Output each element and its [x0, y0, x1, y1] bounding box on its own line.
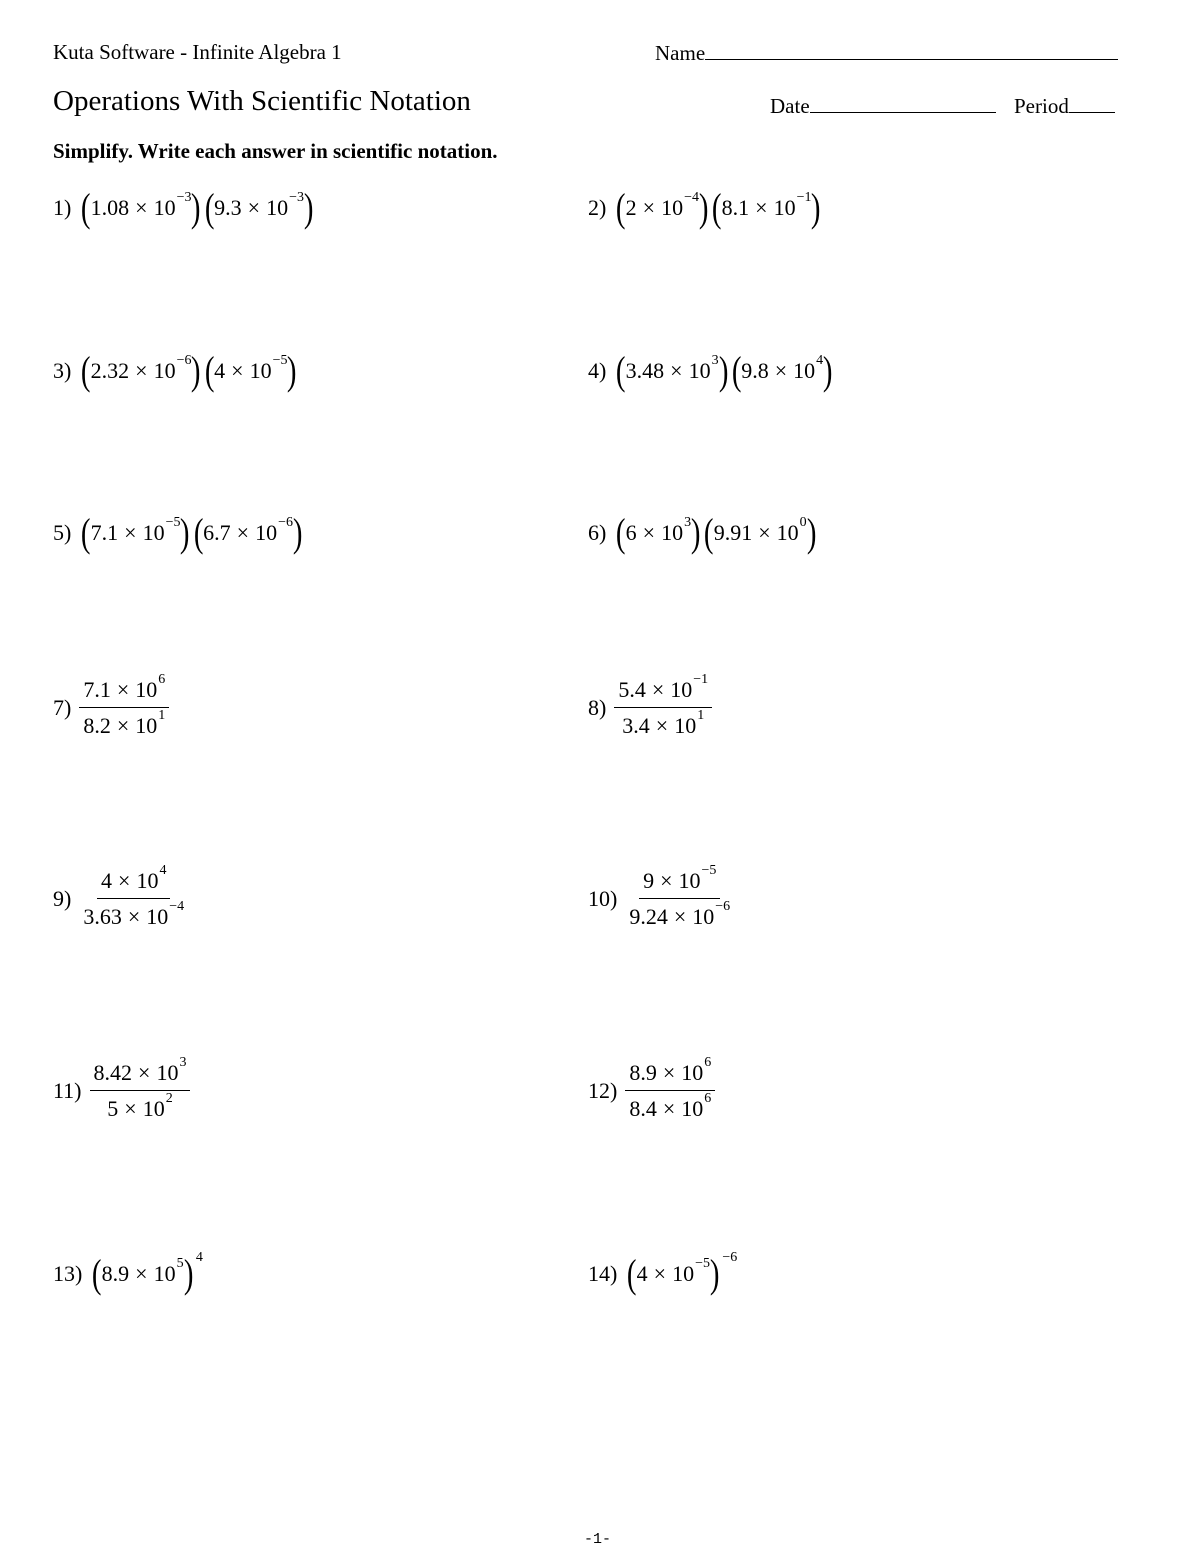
base-ten: 10: [153, 1261, 176, 1286]
date-field[interactable]: [770, 93, 996, 119]
times-sign: ×: [642, 195, 656, 220]
name-blank[interactable]: [705, 40, 1118, 60]
times-sign: ×: [135, 358, 148, 383]
problem-1: [53, 185, 315, 230]
base-ten: 10: [146, 904, 169, 929]
left-paren: (: [627, 1251, 637, 1296]
right-paren: ): [690, 510, 701, 555]
fraction: [625, 1055, 715, 1122]
base-ten: 10: [156, 1060, 179, 1085]
outer-exponent: −6: [722, 1250, 738, 1265]
times-sign: ×: [231, 358, 244, 383]
left-paren: (: [616, 185, 626, 230]
exponent: 6: [704, 1055, 712, 1070]
problem-9: [53, 863, 188, 930]
right-paren: ): [823, 348, 833, 393]
coefficient: 3.48: [625, 358, 665, 383]
fraction: [79, 672, 169, 739]
times-sign: ×: [236, 520, 250, 545]
problem-4: [588, 348, 834, 393]
sci-term: [625, 515, 692, 546]
right-paren: ): [191, 185, 201, 230]
left-paren: (: [81, 185, 91, 230]
sci-term: [625, 353, 719, 384]
base-ten: 10: [681, 1096, 704, 1121]
problem-number: 8): [588, 695, 607, 720]
numerator: [97, 863, 170, 899]
exponent: 3: [684, 515, 692, 530]
denominator: [79, 899, 188, 930]
problem-number: 2): [588, 195, 607, 220]
coefficient: 4: [101, 868, 113, 893]
times-sign: ×: [662, 1096, 676, 1121]
denominator: [103, 1091, 176, 1122]
right-paren: ): [292, 510, 303, 555]
times-sign: ×: [660, 868, 673, 893]
left-paren: (: [704, 510, 714, 555]
coefficient: 2: [625, 195, 637, 220]
sci-term: [90, 515, 181, 546]
denominator: [625, 1091, 715, 1122]
base-ten: 10: [672, 1261, 695, 1286]
instructions: Simplify. Write each answer in scientific notation.: [53, 139, 498, 163]
sci-term: [643, 863, 717, 894]
period-label: Period: [1014, 94, 1069, 118]
left-paren: (: [731, 348, 742, 393]
sci-term: [83, 672, 166, 703]
sci-term: [214, 353, 288, 384]
base-ten: 10: [670, 677, 693, 702]
factor-2: [203, 348, 299, 393]
exponent: 1: [697, 708, 705, 723]
times-sign: ×: [755, 195, 768, 220]
times-sign: ×: [118, 868, 131, 893]
right-paren: ): [709, 1251, 720, 1296]
fraction: [625, 863, 734, 930]
problem-number: 14): [588, 1261, 618, 1286]
exponent: −1: [796, 190, 812, 205]
problem-10: [588, 863, 734, 930]
problem-6: [588, 510, 818, 555]
exponent: −6: [278, 515, 293, 530]
times-sign: ×: [662, 1060, 676, 1085]
exponent: 6: [704, 1091, 712, 1106]
right-paren: ): [698, 185, 709, 230]
sci-term: [90, 190, 192, 221]
problem-2: [588, 185, 823, 230]
times-sign: ×: [247, 195, 261, 220]
exponent: −4: [684, 190, 699, 205]
exponent: −5: [165, 515, 181, 530]
base-ten: 10: [773, 195, 796, 220]
left-paren: (: [81, 348, 91, 393]
base-ten: 10: [661, 520, 684, 545]
coefficient: 6.7: [203, 520, 231, 545]
numerator: [625, 1055, 715, 1091]
times-sign: ×: [116, 677, 130, 702]
problem-number: 13): [53, 1261, 83, 1286]
times-sign: ×: [673, 904, 687, 929]
exponent: 4: [159, 863, 167, 878]
problem-number: 5): [53, 520, 72, 545]
coefficient: 3.4: [622, 713, 650, 738]
times-sign: ×: [124, 520, 137, 545]
problem-number: 6): [588, 520, 607, 545]
left-paren: (: [204, 185, 215, 230]
date-label: Date: [770, 94, 810, 118]
problem-11: [53, 1055, 190, 1122]
fraction: [614, 672, 712, 739]
times-sign: ×: [774, 358, 788, 383]
coefficient: 8.42: [93, 1060, 133, 1085]
coefficient: 4: [636, 1261, 648, 1286]
exponent: 0: [799, 515, 807, 530]
right-paren: ): [718, 348, 729, 393]
factor-1: [614, 510, 702, 555]
exponent: −6: [715, 899, 731, 914]
factor-1: [79, 185, 202, 230]
factor-2: [730, 348, 835, 393]
sci-term: [625, 190, 699, 221]
period-blank[interactable]: [1069, 93, 1115, 113]
problem-number: 1): [53, 195, 72, 220]
base-term: [625, 1251, 721, 1296]
sci-term: [203, 515, 293, 546]
period-field[interactable]: [1014, 93, 1115, 119]
exponent: 5: [176, 1256, 184, 1271]
page-number: -1-: [584, 1531, 612, 1548]
left-paren: (: [616, 510, 626, 555]
sci-term: [83, 708, 166, 739]
problem-number: 11): [53, 1078, 82, 1103]
date-blank[interactable]: [810, 93, 996, 113]
times-sign: ×: [127, 904, 141, 929]
numerator: [79, 672, 169, 708]
coefficient: 9.8: [741, 358, 769, 383]
base-ten: 10: [136, 868, 159, 893]
exponent: −3: [289, 190, 304, 205]
sci-term: [618, 672, 709, 703]
factor-2: [702, 510, 818, 555]
exponent: −3: [176, 190, 192, 205]
sci-term: [90, 353, 192, 384]
exponent: 6: [158, 672, 166, 687]
base-ten: 10: [776, 520, 799, 545]
coefficient: 8.9: [629, 1060, 657, 1085]
sci-term: [101, 1256, 184, 1287]
base-ten: 10: [153, 195, 176, 220]
problem-3: [53, 348, 299, 393]
right-paren: ): [183, 1251, 194, 1296]
coefficient: 9.3: [214, 195, 242, 220]
base-ten: 10: [135, 713, 158, 738]
denominator: [79, 708, 169, 739]
coefficient: 8.4: [629, 1096, 657, 1121]
times-sign: ×: [135, 1261, 148, 1286]
factor-2: [192, 510, 304, 555]
left-paren: (: [81, 510, 91, 555]
right-paren: ): [806, 510, 817, 555]
numerator: [639, 863, 720, 899]
times-sign: ×: [124, 1096, 137, 1121]
sci-term: [622, 708, 705, 739]
name-label: Name: [655, 41, 706, 65]
denominator: [618, 708, 708, 739]
problem-number: 10): [588, 886, 618, 911]
base-ten: 10: [255, 520, 278, 545]
problem-number: 12): [588, 1078, 618, 1103]
problem-number: 9): [53, 886, 72, 911]
base-ten: 10: [793, 358, 816, 383]
numerator: [614, 672, 712, 708]
times-sign: ×: [758, 520, 771, 545]
problem-number: 4): [588, 358, 607, 383]
times-sign: ×: [651, 677, 665, 702]
exponent: −6: [176, 353, 192, 368]
base-ten: 10: [135, 677, 158, 702]
times-sign: ×: [135, 195, 148, 220]
coefficient: 6: [625, 520, 637, 545]
base-ten: 10: [249, 358, 272, 383]
coefficient: 9.91: [713, 520, 753, 545]
sci-term: [107, 1091, 173, 1122]
times-sign: ×: [138, 1060, 151, 1085]
problem-7: [53, 672, 169, 739]
page-title: Operations With Scientific Notation: [53, 85, 471, 117]
times-sign: ×: [642, 520, 656, 545]
base-ten: 10: [153, 358, 176, 383]
exponent: 3: [179, 1055, 187, 1070]
factor-1: [614, 185, 710, 230]
exponent: −5: [701, 863, 717, 878]
sci-term: [741, 353, 824, 384]
problem-12: [588, 1055, 715, 1122]
factor-1: [614, 348, 730, 393]
coefficient: 8.1: [721, 195, 750, 220]
exponent: −5: [695, 1256, 710, 1271]
coefficient: 4: [214, 358, 226, 383]
problem-8: [588, 672, 712, 739]
coefficient: 7.1: [90, 520, 119, 545]
fraction: [79, 863, 188, 930]
coefficient: 5.4: [618, 677, 646, 702]
right-paren: ): [287, 348, 297, 393]
sci-term: [713, 515, 807, 546]
times-sign: ×: [653, 1261, 667, 1286]
coefficient: 9.24: [629, 904, 668, 929]
exponent: 2: [165, 1091, 173, 1106]
coefficient: 8.2: [83, 713, 111, 738]
sci-term: [629, 899, 731, 930]
coefficient: 5: [107, 1096, 119, 1121]
sci-term: [214, 190, 304, 221]
sci-term: [721, 190, 812, 221]
name-field[interactable]: [655, 40, 1118, 66]
base-ten: 10: [681, 1060, 704, 1085]
base-ten: 10: [678, 868, 701, 893]
factor-1: [79, 510, 191, 555]
coefficient: 7.1: [83, 677, 111, 702]
base-ten: 10: [266, 195, 289, 220]
left-paren: (: [193, 510, 204, 555]
denominator: [625, 899, 734, 930]
exponent: 4: [816, 353, 824, 368]
exponent: −1: [693, 672, 709, 687]
coefficient: 1.08: [90, 195, 130, 220]
sci-term: [629, 1091, 712, 1122]
problem-number: 7): [53, 695, 72, 720]
coefficient: 3.63: [83, 904, 122, 929]
numerator: [90, 1055, 191, 1091]
problem-number: 3): [53, 358, 72, 383]
times-sign: ×: [670, 358, 683, 383]
times-sign: ×: [655, 713, 669, 738]
coefficient: 9: [643, 868, 655, 893]
sci-term: [636, 1256, 710, 1287]
coefficient: 8.9: [101, 1261, 130, 1286]
exponent: 3: [711, 353, 719, 368]
base-ten: 10: [692, 904, 715, 929]
problem-14: [588, 1250, 738, 1296]
problem-5: [53, 510, 304, 555]
factor-2: [203, 185, 315, 230]
fraction: [90, 1055, 191, 1122]
base-ten: 10: [142, 520, 165, 545]
exponent: −5: [272, 353, 288, 368]
right-paren: ): [191, 348, 201, 393]
base-ten: 10: [142, 1096, 165, 1121]
exponent: −4: [169, 899, 185, 914]
coefficient: 2.32: [90, 358, 130, 383]
base-ten: 10: [688, 358, 711, 383]
base-term: [90, 1251, 195, 1296]
sci-term: [93, 1055, 187, 1086]
outer-exponent: 4: [195, 1250, 203, 1265]
left-paren: (: [712, 185, 722, 230]
base-ten: 10: [674, 713, 697, 738]
base-ten: 10: [661, 195, 684, 220]
sci-term: [629, 1055, 712, 1086]
factor-2: [710, 185, 822, 230]
times-sign: ×: [116, 713, 130, 738]
right-paren: ): [303, 185, 314, 230]
left-paren: (: [616, 348, 626, 393]
exponent: 1: [158, 708, 166, 723]
left-paren: (: [92, 1251, 102, 1296]
worksheet-source: Kuta Software - Infinite Algebra 1: [53, 40, 342, 64]
left-paren: (: [204, 348, 215, 393]
factor-1: [79, 348, 202, 393]
problem-13: [53, 1250, 203, 1296]
right-paren: ): [180, 510, 190, 555]
right-paren: ): [811, 185, 821, 230]
sci-term: [101, 863, 167, 894]
sci-term: [83, 899, 185, 930]
